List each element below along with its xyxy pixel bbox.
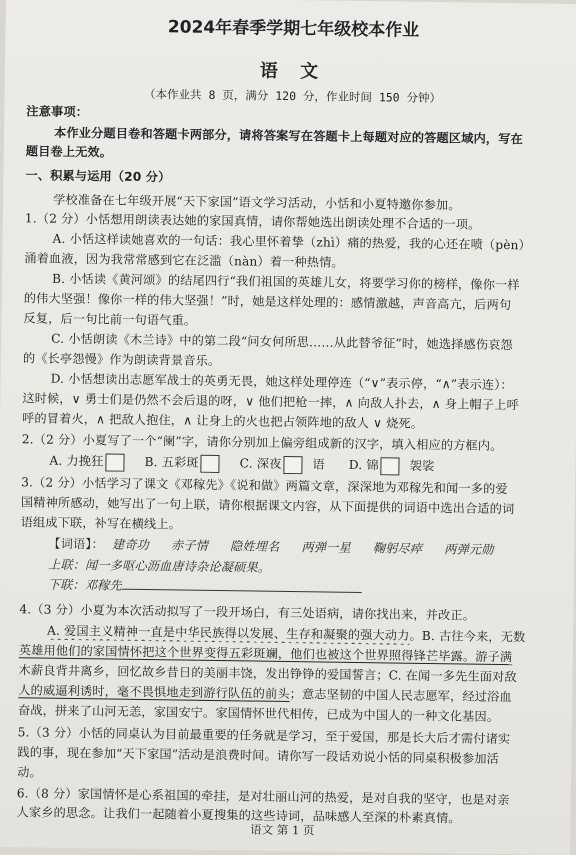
q5-line3: 动。 [17,765,42,780]
q3-upper-couplet: 上联：闻一多呕心沥血唐诗杂论凝硕果。 [47,557,271,575]
q4-paragraph-line5: 奋战，拼来了山河无恙，家国安宁。家国情怀世代相传，已成为中国人的一种文化基因。 [17,703,500,724]
q2-answer-box-b[interactable] [201,454,220,472]
notice-line-1: 本作业分题目卷和答题卡两部分，请将答案写在答题卡上每题对应的答题区域内，写在 [53,125,523,147]
q2-answer-box-c[interactable] [283,455,302,473]
q4-paragraph-line2: 英雄用他们的家国情怀把这个世界变得五彩斑斓，他们也被这个世界照得锋芒毕露。游子满 [18,643,513,665]
q2-option-b [144,453,229,473]
q1-option-a-line2: 涌着血液，因为我常常感到它在泛滥（nàn）着一种热情。 [24,251,344,270]
subject-title: 语 文 [259,60,327,83]
q2-option-c-suffix: 语 [312,457,325,472]
q2-option-a [49,452,134,472]
q3-word: 两弹一星 [301,540,351,555]
section-heading: 一、积累与运用（20 分） [25,168,171,185]
q1-option-d-line1: D. 小恬想读出志愿军战士的英勇无畏，她这样处理停连（“∨”表示停，“∧”表示连）： [50,371,513,393]
q2-option-d-suffix: 袈裟 [409,458,435,474]
q1-option-d-line2: 这时候，∨ 勇士们是仍然不会后退的呀，∨ 他们把枪一摔，∧ 向敌人扑去，∧ 身上帽子上呼 [22,391,519,413]
q2-answer-box-d[interactable] [381,457,400,475]
page-footer: 语文 第 1 页 [250,822,315,838]
q4-sentence-a: A. 爱国主义精神一直是中华民族得以发展、生存和凝聚的强大动力 [47,623,410,643]
q3-lower-label: 下联：邓稼先 [47,577,122,593]
q1-stem: 1.（2 分）小恬想用朗读表达她的家国真情，请你帮她选出朗读处理不合适的一项。 [24,211,481,232]
q4-stem: 4.（3 分）小夏为本次活动拟写了一段开场白，有三处语病，请你找出来，并改正。 [19,602,476,623]
q4-paragraph-line3: 木薪良背井离乡，回忆故乡昔日的美丽丰饶，发出铮铮的爱国誓言；C. 在闻一多先生面对敌 [18,663,517,685]
q3-word: 鞠躬尽瘁 [372,541,423,556]
q2-option-d-label: D. 锦 [348,457,379,473]
q3-stem-line2: 国精神所感动，她写出了一句上联，请你根据课文内容，从下面提供的词语中选出合适的词 [20,495,515,517]
q2-option-c-label: C. 深夜 [239,456,282,471]
q3-word: 两弹元勋 [444,542,494,557]
q2-option-c [240,454,325,474]
q1-option-d-line3: 呼的冒着火，∧ 把敌人抱住，∧ 让身上的火也把占领阵地的敌人 ∨ 烧死。 [21,411,424,431]
q1-option-a-line1: A. 小恬这样读她喜欢的一句话：我心里怀着挚（zhì）痛的热爱，我的心还在喷（pèn） [52,231,532,253]
q3-word: 建奇功 [111,537,150,553]
q2-option-d [349,456,435,476]
q1-option-b-line1: B. 小恬读《黄河颂》的结尾四行“我们祖国的英雄儿女，将要学习你的榜样，像你一样 [51,271,520,293]
q3-words-label: 【词语】： [48,536,105,552]
exam-title: 2024年春季学期七年级校本作业 [167,17,420,41]
q3-stem-line3: 语组成下联，补写在横线上。 [20,515,182,532]
q4-sentence-c-rest: ；意志坚韧的中国人民志愿军，经过浴血 [289,687,512,705]
q1-option-b-line3: 反复，后一句比前一句语气重。 [23,311,197,328]
notice-line-2: 题目卷上无效。 [25,144,113,160]
q1-option-c-line2: 的《长亭怨慢》作为朗读背景音乐。 [22,351,221,369]
q3-word: 隐姓埋名 [229,539,280,554]
q6-line1: 6.（8 分）家国情怀是心系祖国的牵挂，是对壮丽山河的热爱，是对自我的坚守，也是对亲 [16,786,510,808]
q2-stem: 2.（2 分）小夏写了一个“阑”字，请你分别加上偏旁组成新的汉字，填入相应的方框内。 [21,432,503,453]
q5-line1: 5.（3 分）小恬的同桌认为目前最重要的任务就是学习，至于爱国，那是长大后才需付诸实 [17,725,511,747]
q5-line2: 践的事，现在参加“天下家国”活动是浪费时间。请你写一段话劝说小恬的同桌积极参加活 [17,745,500,766]
q3-answer-blank[interactable] [122,577,362,593]
q1-option-b-line2: 的伟大坚强！像你一样的伟大坚强！”时，她是这样处理的：感情激越，声音高亢，后两句 [23,291,512,313]
q1-option-c-line1: C. 小恬朗读《木兰诗》中的第二段“问女何所思……从此替爷征”时，她选择感伤哀怨 [51,331,513,353]
exam-info: （本作业共 8 页，满分 120 分，作业时间 150 分钟） [144,86,442,106]
notice-label: 注意事项： [26,104,89,120]
q4-sentence-b-start: 。B. 古往今来，无数 [409,628,526,645]
q6-line2: 人家乡的思念。让我们一起随着小夏搜集的这些诗词，品味感人至深的朴素真情。 [16,805,461,826]
q4-sentence-c: 人的威逼利诱时，毫不畏惧地走到游行队伍的前头 [18,683,290,702]
q3-word: 赤子情 [170,538,209,553]
q2-answer-box-a[interactable] [105,453,124,471]
q2-option-a-label: A. 力挽狂 [49,453,104,469]
section-intro: 学校准备在七年级开展“天下家国”语文学习活动，小恬和小夏特邀你参加。 [53,192,461,213]
q2-option-b-label: B. 五彩斑 [144,455,199,470]
q2-options [49,452,561,478]
q3-stem-line1: 3.（2 分）小恬学习了课文《邓稼先》《说和做》两篇文章，深深地为邓稼先和闻一多的爱 [21,475,508,497]
